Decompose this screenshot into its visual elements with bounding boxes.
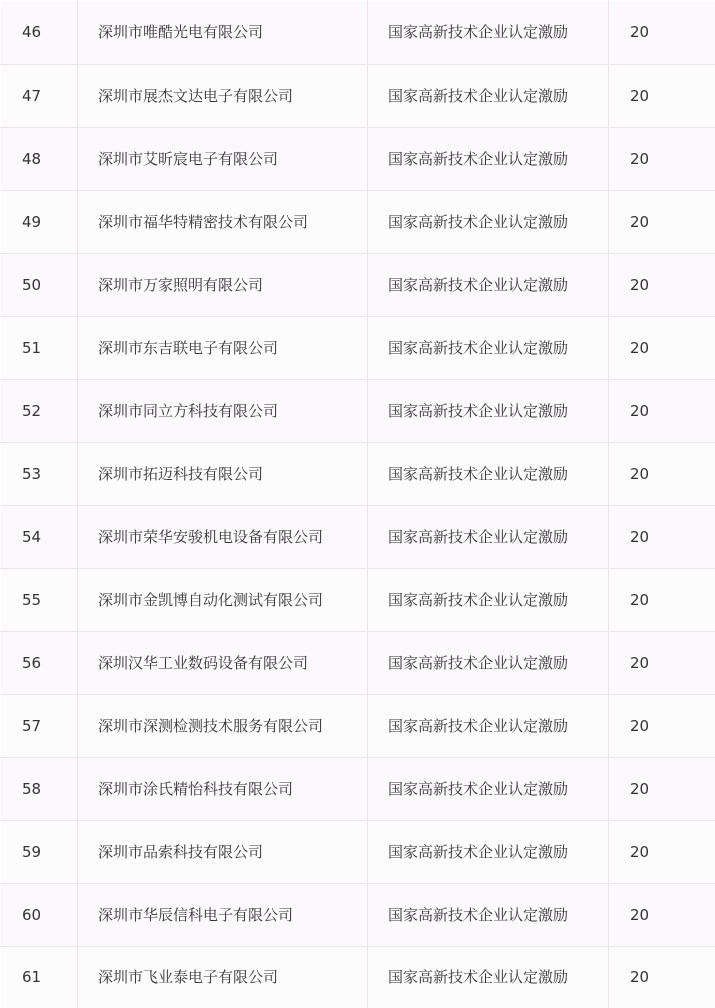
subsidy-amount: 20 [609,191,715,254]
row-number: 59 [1,821,78,884]
row-number: 50 [1,254,78,317]
table-row [1,569,715,632]
row-number: 61 [1,947,78,1008]
subsidy-amount: 20 [609,632,715,695]
subsidy-amount: 20 [609,1,715,65]
company-name: 深圳市品索科技有限公司 [78,821,368,884]
subsidy-reason: 国家高新技术企业认定激励 [368,947,609,1008]
subsidy-reason: 国家高新技术企业认定激励 [368,821,609,884]
company-name: 深圳市飞业泰电子有限公司 [78,947,368,1008]
subsidy-reason: 国家高新技术企业认定激励 [368,569,609,632]
table-row [1,821,715,884]
company-name: 深圳市展杰文达电子有限公司 [78,65,368,128]
table-row [1,128,715,191]
company-name: 深圳市万家照明有限公司 [78,254,368,317]
company-name: 深圳市荣华安骏机电设备有限公司 [78,506,368,569]
row-number: 55 [1,569,78,632]
table-row [1,380,715,443]
table-row [1,758,715,821]
row-number: 56 [1,632,78,695]
company-name: 深圳市涂氏精怡科技有限公司 [78,758,368,821]
table-body [1,1,715,1008]
table-row [1,191,715,254]
row-number: 47 [1,65,78,128]
row-number: 48 [1,128,78,191]
subsidy-reason: 国家高新技术企业认定激励 [368,191,609,254]
subsidy-amount: 20 [609,758,715,821]
row-number: 54 [1,506,78,569]
subsidy-reason: 国家高新技术企业认定激励 [368,317,609,380]
subsidy-amount: 20 [609,380,715,443]
subsidy-reason: 国家高新技术企业认定激励 [368,254,609,317]
subsidy-reason: 国家高新技术企业认定激励 [368,884,609,947]
company-name: 深圳市拓迈科技有限公司 [78,443,368,506]
row-number: 52 [1,380,78,443]
subsidy-amount: 20 [609,443,715,506]
subsidy-amount: 20 [609,317,715,380]
subsidy-reason: 国家高新技术企业认定激励 [368,758,609,821]
subsidy-amount: 20 [609,821,715,884]
table-row [1,443,715,506]
subsidy-reason: 国家高新技术企业认定激励 [368,506,609,569]
company-name: 深圳市唯酷光电有限公司 [78,1,368,65]
table-row [1,254,715,317]
company-name: 深圳市艾昕宸电子有限公司 [78,128,368,191]
table-row [1,506,715,569]
subsidy-amount: 20 [609,506,715,569]
subsidy-reason: 国家高新技术企业认定激励 [368,443,609,506]
subsidy-reason: 国家高新技术企业认定激励 [368,128,609,191]
table-row [1,65,715,128]
company-name: 深圳市金凯博自动化测试有限公司 [78,569,368,632]
subsidy-amount: 20 [609,254,715,317]
subsidy-amount: 20 [609,128,715,191]
company-name: 深圳市东吉联电子有限公司 [78,317,368,380]
subsidy-amount: 20 [609,947,715,1008]
row-number: 57 [1,695,78,758]
row-number: 49 [1,191,78,254]
subsidy-amount: 20 [609,695,715,758]
company-name: 深圳市福华特精密技术有限公司 [78,191,368,254]
table-row [1,947,715,1008]
company-name: 深圳市深测检测技术服务有限公司 [78,695,368,758]
subsidy-reason: 国家高新技术企业认定激励 [368,380,609,443]
table-row [1,317,715,380]
table-row [1,695,715,758]
subsidy-reason: 国家高新技术企业认定激励 [368,1,609,65]
subsidy-reason: 国家高新技术企业认定激励 [368,632,609,695]
row-number: 58 [1,758,78,821]
table-row [1,884,715,947]
row-number: 60 [1,884,78,947]
company-name: 深圳市华辰信科电子有限公司 [78,884,368,947]
row-number: 53 [1,443,78,506]
table-row [1,1,715,65]
company-name: 深圳市同立方科技有限公司 [78,380,368,443]
subsidy-amount: 20 [609,884,715,947]
row-number: 51 [1,317,78,380]
subsidy-reason: 国家高新技术企业认定激励 [368,65,609,128]
table-row [1,632,715,695]
subsidy-amount: 20 [609,65,715,128]
row-number: 46 [1,1,78,65]
subsidy-reason: 国家高新技术企业认定激励 [368,695,609,758]
company-name: 深圳汉华工业数码设备有限公司 [78,632,368,695]
subsidy-amount: 20 [609,569,715,632]
